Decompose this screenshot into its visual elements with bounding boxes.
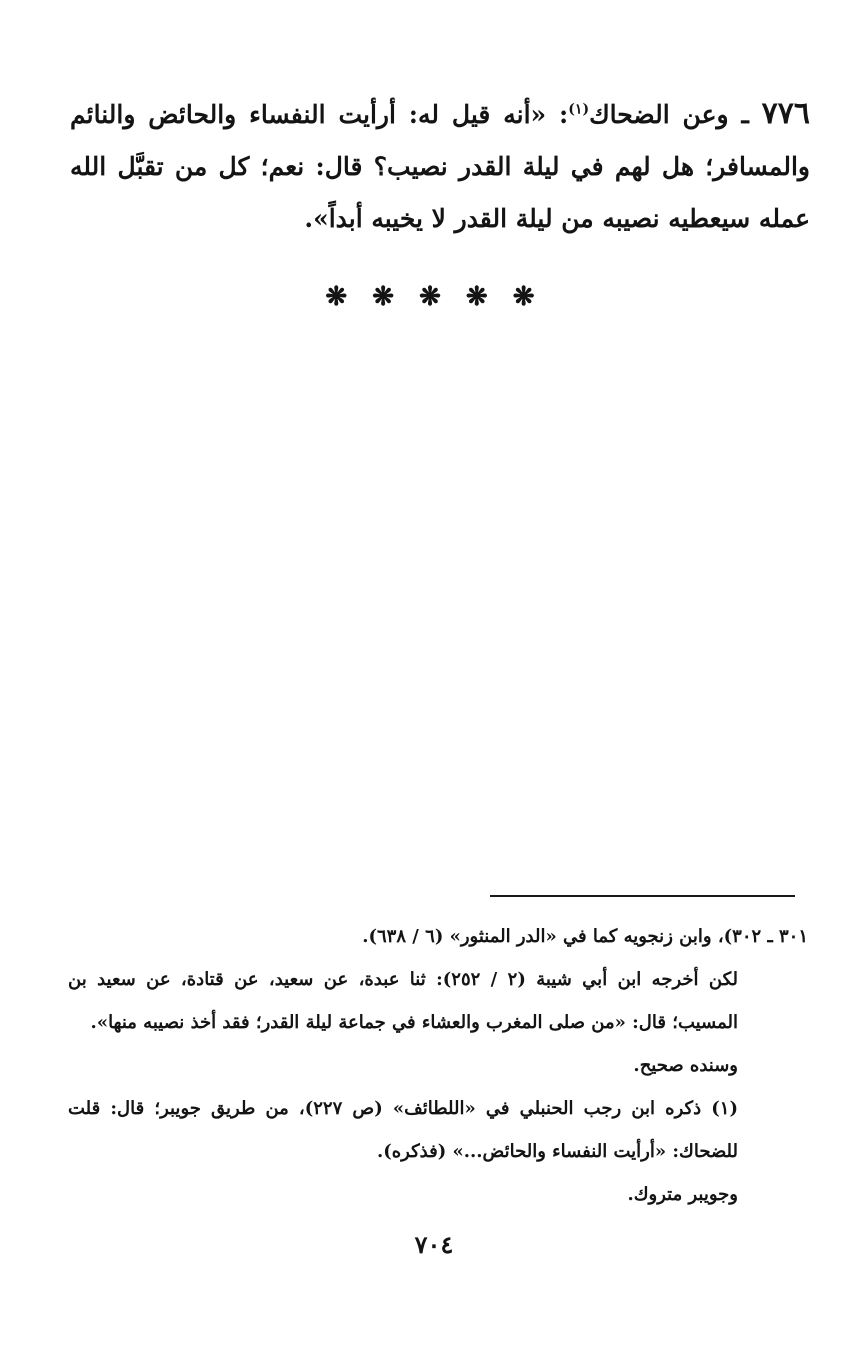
footnote-paragraph: لكن أخرجه ابن أبي شيبة (٢ / ٢٥٢): ثنا عبدة، عن سعيد، عن قتادة، عن سعيد بن المسيب؛ قال: «من صلى المغرب والعشاء في جماعة ليلة القدر؛ فقد أخذ نصيبه منها».	[68, 969, 739, 1033]
footnote-line: وجويبر متروك.	[627, 1184, 738, 1205]
footnotes-block	[68, 915, 808, 1216]
hadith-dash: ـ	[728, 100, 762, 129]
footnote-paragraph: (١) ذكره ابن رجب الحنبلي في «اللطائف» (ص ٢٢٧)، من طريق جويبر؛ قال: قلت للضحاك: «أرأيت النفساء والحائض...» (فذكره).	[68, 1098, 738, 1162]
footnote-reference: (١)	[568, 101, 590, 118]
hadith-lead: وعن الضحاك	[589, 100, 729, 129]
footnote-divider	[490, 895, 795, 897]
hadith-number: ٧٧٦	[761, 96, 811, 131]
hadith-paragraph	[70, 88, 810, 245]
section-separator: ❋ ❋ ❋ ❋ ❋	[325, 282, 543, 312]
footnote-line: وسنده صحيح.	[633, 1055, 738, 1076]
page-number: ٧٠٤	[414, 1230, 454, 1259]
footnote-line: ٣٠١ ـ ٣٠٢)، وابن زنجويه كما في «الدر المنثور» (٦ / ٦٣٨).	[362, 926, 808, 947]
hadith-text: : «أنه قيل له: أرأيت النفساء والحائض والنائم والمسافر؛ هل لهم في ليلة القدر نصيب؟ قال: نعم؛ كل من تقبَّل الله عمله سيعطيه نصيبه من ليلة القدر لا يخيبه أبداً».	[70, 100, 810, 233]
